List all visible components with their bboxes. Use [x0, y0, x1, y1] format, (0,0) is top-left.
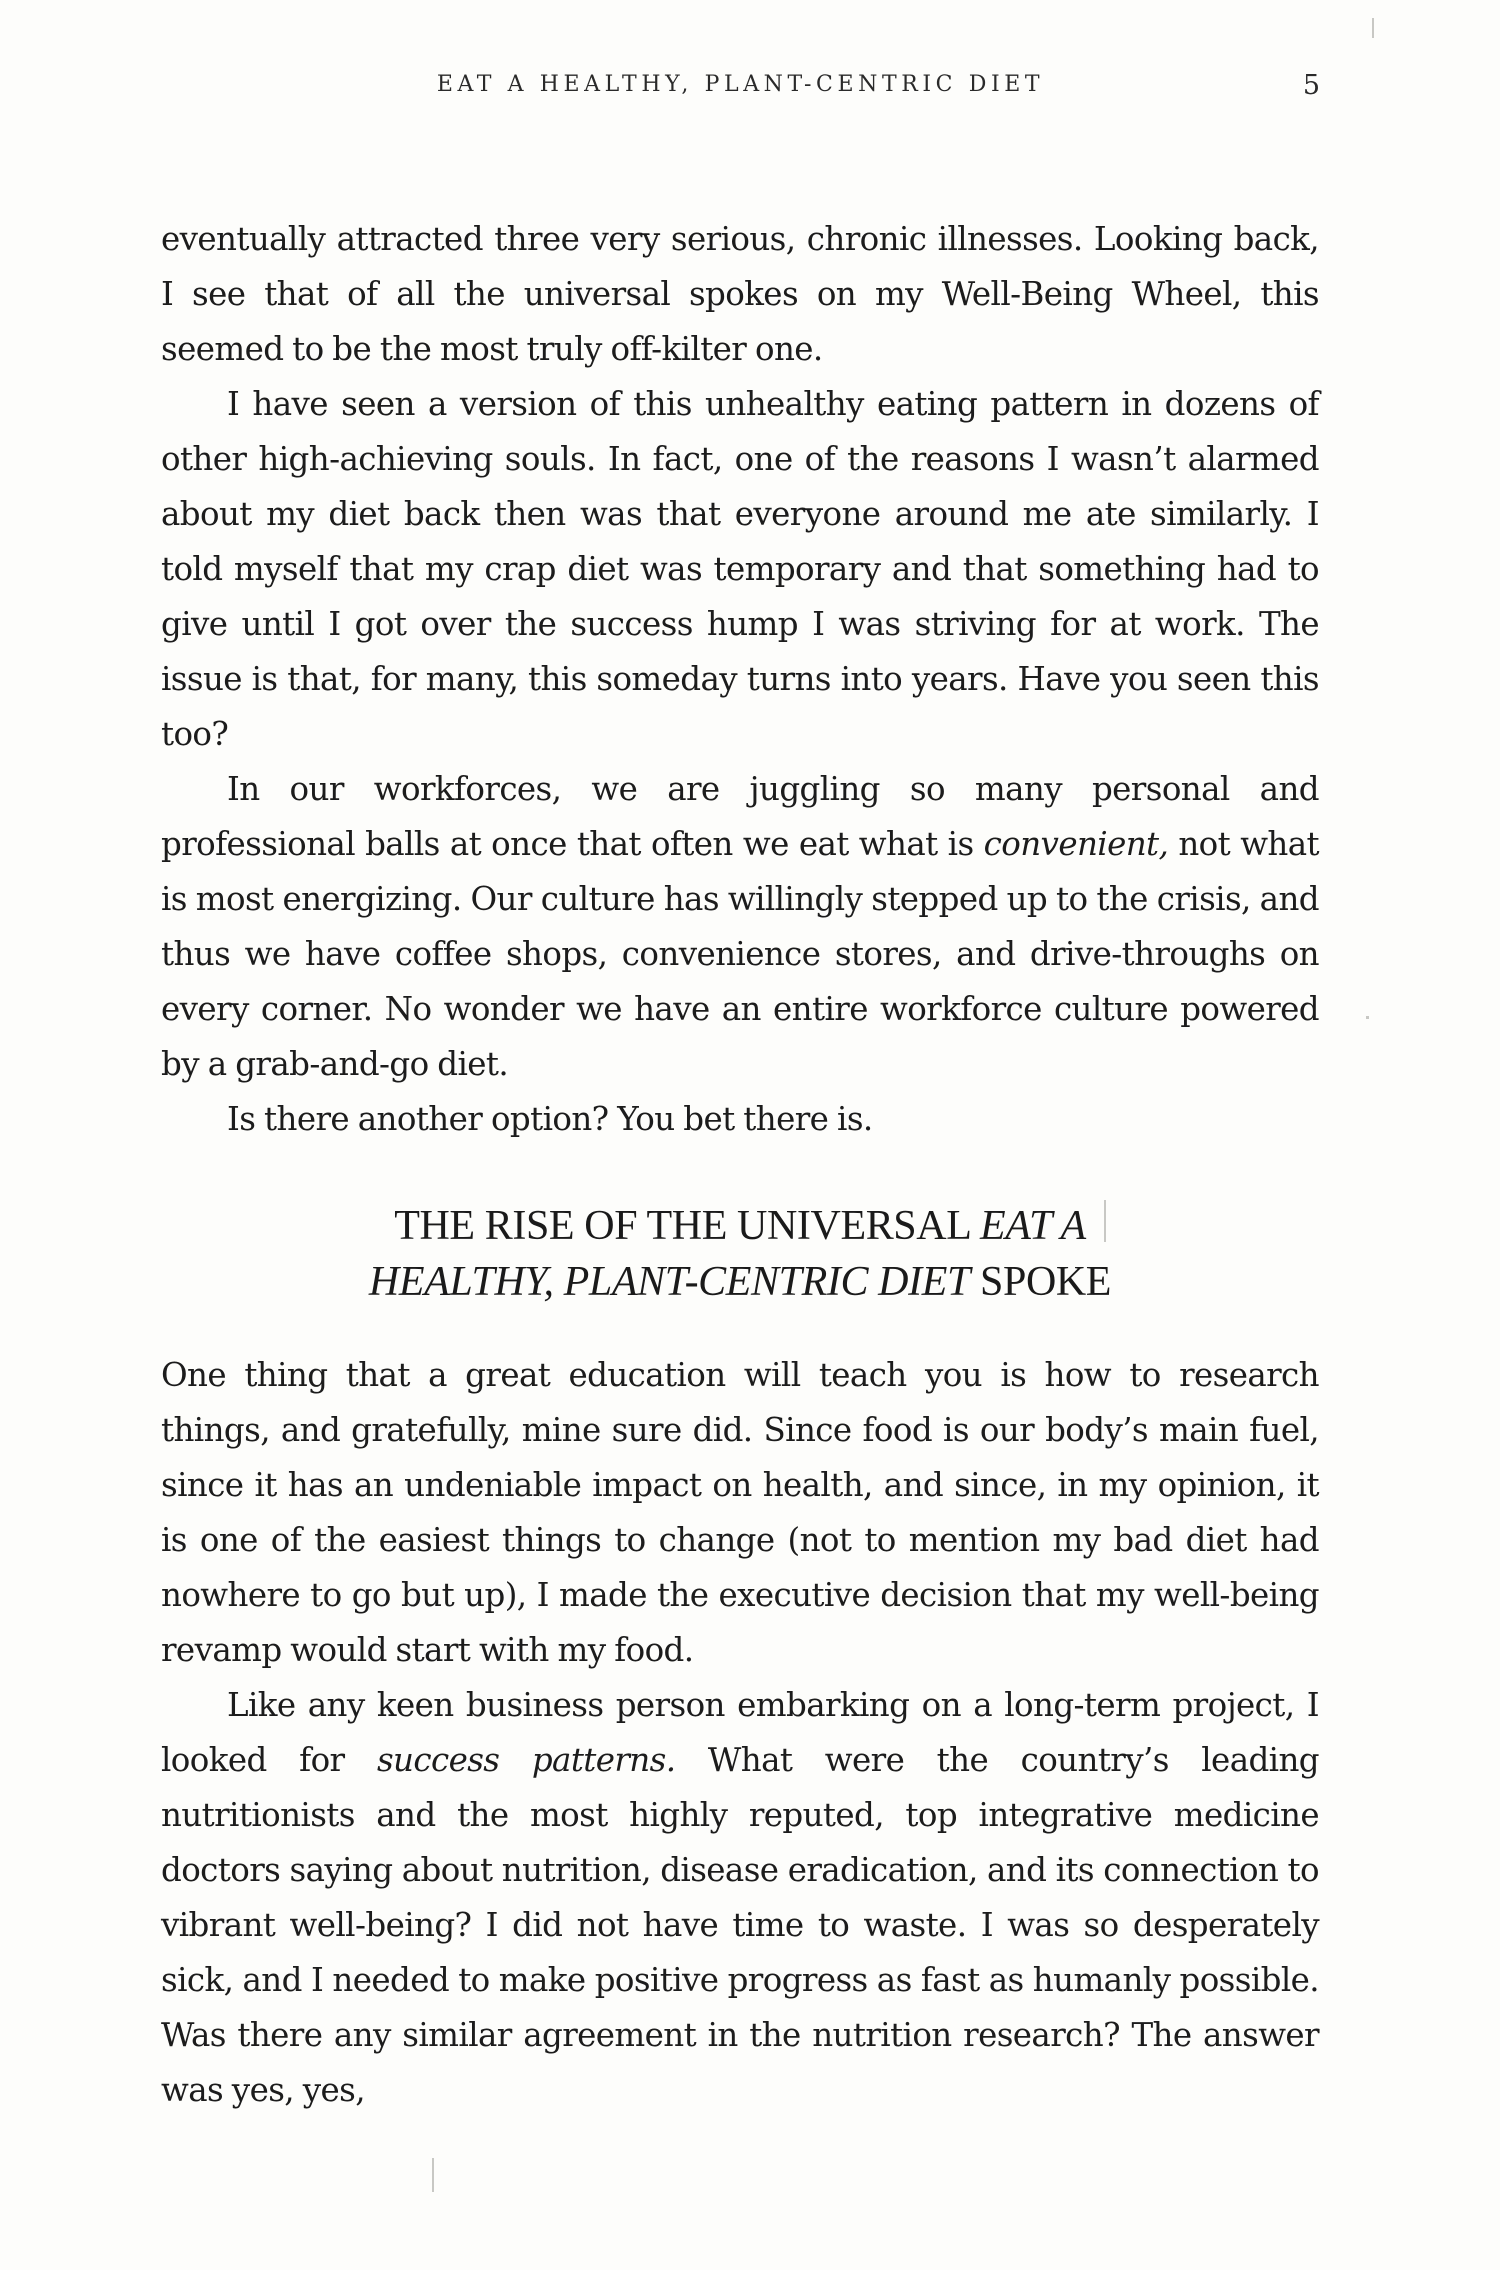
page-number: 5: [1302, 70, 1320, 101]
heading-italic-text: HEALTHY, PLANT-CENTRIC DIET: [368, 1259, 970, 1305]
paragraph-text: Like any keen business person embarking on a long-term project, I looked for: [161, 1686, 1319, 1779]
paragraph-text: What were the country’s leading nutritionists and the most highly reputed, top integrative medicine doctors saying about nutrition, disease eradication, and its connection to vibrant well-being? I did not have time to waste. I was so desperately sick, and I needed to make positive progress as fast as humanly possible. Was there any similar agreement in the nutrition research? The answer was yes, yes,: [161, 1741, 1320, 2109]
scan-speck: [1372, 18, 1374, 38]
heading-roman-text: THE RISE OF THE UNIVERSAL: [394, 1203, 980, 1249]
section-heading: [161, 1198, 1319, 1310]
heading-italic-text: EAT A: [980, 1203, 1086, 1249]
paragraph: One thing that a great education will teach you is how to research things, and gratefully, mine sure did. Since food is our body’s main fuel, since it has an undeniable impact on health, and since, in my opinion, it is one of the easiest things to change (not to mention my bad diet had nowhere to go but up), I made the executive decision that my well-being revamp would start with my food.: [161, 1356, 1319, 1669]
scan-speck: [1366, 1016, 1369, 1019]
emphasis-text: convenient,: [983, 825, 1169, 863]
paragraph: Is there another option? You bet there is.: [227, 1100, 873, 1138]
paragraph: I have seen a version of this unhealthy eating pattern in dozens of other high-achieving souls. In fact, one of the reasons I wasn’t alarmed about my diet back then was that everyone around me ate similarly. I told myself that my crap diet was temporary and that something had to give until I got over the success hump I was striving for at work. The issue is that, for many, this someday turns into years. Have you seen this too?: [161, 385, 1319, 753]
running-title: EAT A HEALTHY, PLANT-CENTRIC DIET: [436, 72, 1045, 97]
emphasis-text: success patterns.: [376, 1741, 676, 1779]
body-text-section-two: [161, 1348, 1319, 2118]
paragraph: [161, 1678, 1319, 2118]
scan-speck: [1104, 1200, 1106, 1242]
heading-roman-text: SPOKE: [969, 1259, 1112, 1305]
paragraph-text: not what is most energizing. Our culture has willingly stepped up to the crisis, and thus we have coffee shops, convenience stores, and drive-throughs on every corner. No wonder we have an entire workforce culture powered by a grab-and-go diet.: [161, 825, 1319, 1083]
paragraph-text: In our workforces, we are juggling so many personal and professional balls at once that often we eat what is: [161, 770, 1319, 863]
running-head: [161, 72, 1320, 112]
scan-speck: [432, 2158, 434, 2192]
paragraph: [161, 762, 1319, 1092]
body-text-section-one: [161, 212, 1319, 1147]
paragraph-continued: eventually attracted three very serious, chronic illnesses. Looking back, I see that of all the universal spokes on my Well-Being Wheel, this seemed to be the most truly off-kilter one.: [161, 220, 1319, 368]
